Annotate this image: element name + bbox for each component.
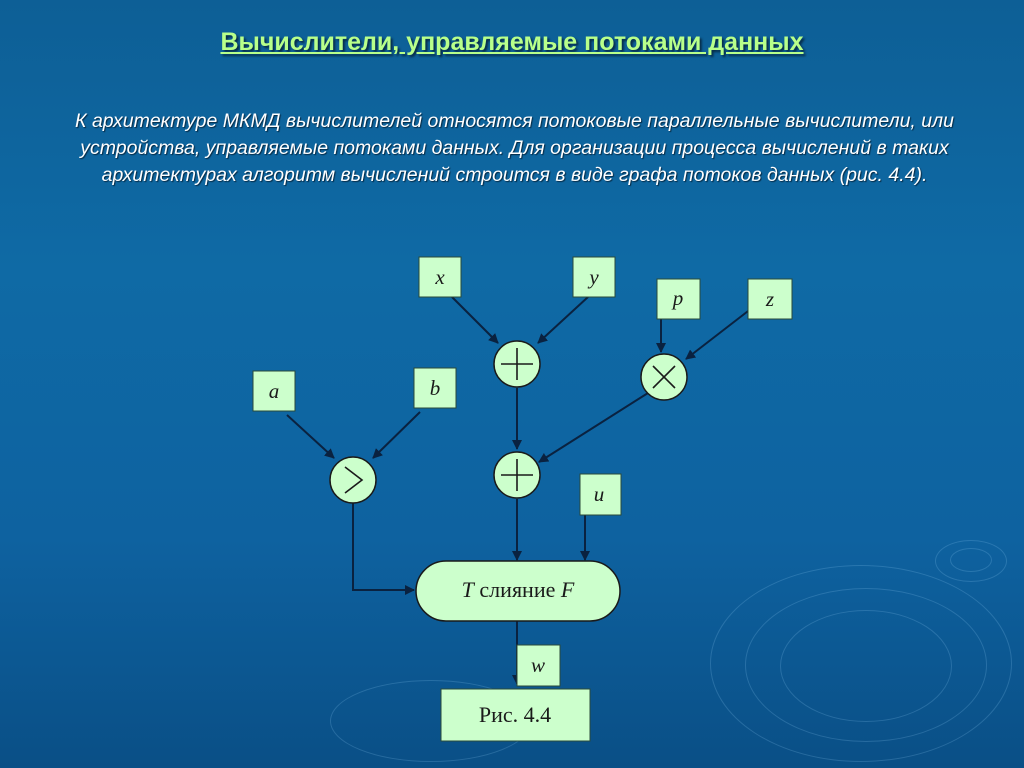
input-b-label: b [429,376,441,400]
edge-x-to-plus-top [452,297,498,343]
merge-t-label: T [461,577,474,602]
edge-a-to-compare [287,415,334,458]
input-z-label: z [765,287,775,311]
edge-b-to-compare [373,412,420,458]
edge-compare-to-merge [353,503,414,590]
merge-node-label [462,577,575,602]
edge-y-to-plus-top [538,297,588,343]
input-p-label: p [672,286,684,310]
input-x-label: x [435,265,445,289]
input-y-label: y [589,265,599,289]
slide-title: Вычислители, управляемые потоками данных [220,28,804,56]
input-a-label: a [268,379,280,403]
figure-caption: Рис. 4.4 [478,702,552,727]
merge-f-label: F [560,577,575,602]
merge-word-label: слияние [473,577,561,602]
slide-paragraph: К архитектуре МКМД вычислителей относятся потоковые параллельные вычислители, или устройства, управляемые потоками данных. Для организации процесса вычислений в таких архитектурах алгоритм вычислений строится в виде графа потоков данных (рис. 4.4). [75,110,954,186]
output-w-label: w [530,653,546,677]
edge-times-to-plus-mid [539,393,648,462]
input-u-label: u [593,482,605,506]
compare-node [330,457,376,503]
